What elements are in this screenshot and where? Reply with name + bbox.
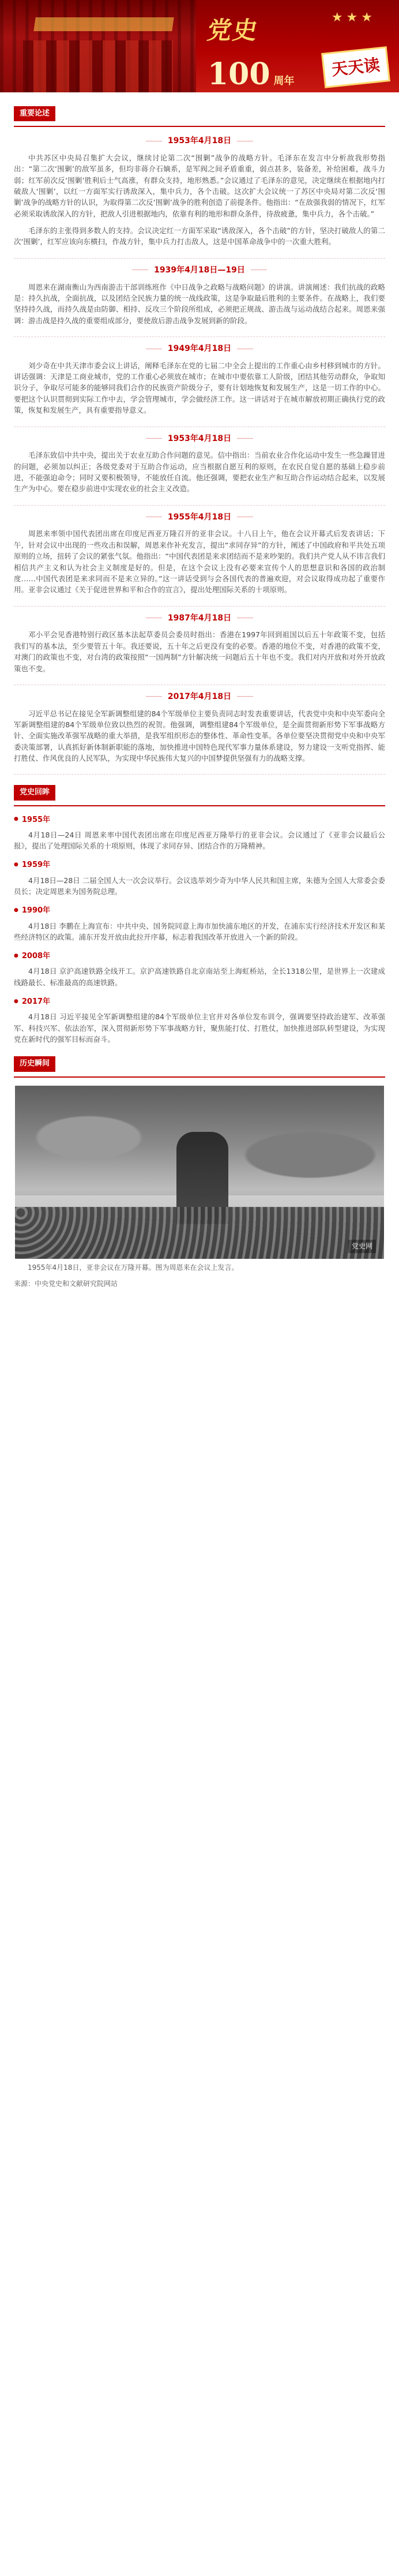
entry-paragraph: 习近平总书记在接见全军新调整组建的84个军级单位主要负责同志时发表重要讲话，代表党中央和中央军委向全军新调整组建的84个军级单位致以热烈的祝贺。他强调，调整组建84个军级单位，是全面贯彻新形势下军事战略方针、全面实施改革强军战略的重大举措，是我军组织形态的整体性、革命性变革。各单位要坚决贯彻党中央和中央军委决策部署，认真抓好新体制新职能的落地，加快推进中国特色现代军事力量体系建设，努力建设一支听党指挥、能打胜仗、作风优良的人民军队，为实现中华民族伟大复兴的中国梦提供坚强有力的战略支撑。	[14, 709, 385, 763]
article-content	[0, 92, 399, 1289]
entry	[14, 612, 385, 685]
history-year: ● 2008年	[14, 951, 385, 962]
anniversary-suffix: 周年	[273, 75, 295, 88]
history-year: ● 1959年	[14, 859, 385, 871]
entry-date: 1955年4月18日	[14, 511, 385, 524]
entry	[14, 135, 385, 259]
section-tag-images: 历史瞬间	[14, 1056, 55, 1071]
stars-decoration: ★★★	[331, 10, 376, 25]
entries-list	[14, 135, 385, 775]
entry	[14, 343, 385, 427]
entry-date: 1987年4月18日	[14, 612, 385, 625]
anniversary-title: 党史	[205, 16, 261, 44]
history-text: 4月18日—28日 二届全国人大一次会议举行。会议选举刘少奇为中华人民共和国主席，朱德为全国人大常委会委员长；决定周恩来为国务院总理。	[14, 876, 385, 896]
section-divider	[14, 126, 385, 127]
source-text: 来源：中央党史和文献研究院网站	[14, 1280, 118, 1288]
history-text: 4月18日 京沪高速铁路全线开工。京沪高速铁路自北京南站至上海虹桥站，全长1318公里，是世界上一次建成线路最长、标准最高的高速铁路。	[14, 967, 385, 987]
entry-date: 1949年4月18日	[14, 343, 385, 356]
entry-date: 1953年4月18日	[14, 433, 385, 446]
history-year: ● 2017年	[14, 996, 385, 1008]
historical-photo	[15, 1086, 384, 1259]
anniversary-number	[208, 51, 295, 92]
anniversary-num-value: 100	[208, 57, 270, 92]
history-year: ● 1955年	[14, 814, 385, 826]
entry-date: 1939年4月18日—19日	[14, 264, 385, 277]
section-tag-important: 重要论述	[14, 106, 55, 121]
header-banner	[0, 0, 399, 92]
entry-paragraph: 周恩来率领中国代表团出席在印度尼西亚万隆召开的亚非会议。十八日上午，他在会议开幕式后发表讲话；下午，针对会议中出现的一些攻击和误解，周恩来作补充发言，提出“求同存异”的方针，阐述了中国政府和平共处五项原则的立场，扭转了会议的紧张气氛。他指出：“中国代表团是来求团结而不是来吵架的。我们共产党人从不讳言我们相信共产主义和认为社会主义制度是好的。但是，在这个会议上没有必要来宣传个人的思想意识和各国的政治制度……中国代表团是来求同而不是来立异的。”这一讲话受到与会各国代表的普遍欢迎，对会议取得成功起了重要作用。亚非会议通过《关于促进世界和平和合作的宣言》，提出处理国际关系的十项原则。	[14, 529, 385, 595]
entry	[14, 691, 385, 775]
history-text: 4月18日 习近平接见全军新调整组建的84个军级单位主官并对各单位发布训令，强调要坚持政治建军、改革强军、科技兴军、依法治军，深入贯彻新形势下军事战略方针，聚焦能打仗、打胜仗，加快推进部队转型建设，为实现党在新时代的强军目标而奋斗。	[14, 1012, 385, 1044]
photo-crowd	[15, 1207, 384, 1259]
photo-caption: 1955年4月18日，亚非会议在万隆开幕。图为周恩来在会议上发言。	[28, 1263, 239, 1272]
history-text: 4月18日—24日 周恩来率中国代表团出席在印度尼西亚万隆举行的亚非会议。会议通过了《亚非会议最后公报》，提出了处理国际关系的十项原则，体现了求同存异、团结合作的万隆精神。	[14, 830, 385, 851]
entry-date: 1953年4月18日	[14, 135, 385, 148]
entry-paragraph: 刘少奇在中共天津市委会议上讲话，阐释毛泽东在党的七届二中全会上提出的工作重心由乡村移到城市的方针。讲话强调：天津是工商业城市，党的工作重心必须放在城市；在城市中要依靠工人阶级，团结其他劳动群众，争取知识分子，争取尽可能多的能够同我们合作的民族资产阶级分子，要有计划地恢复和发展生产，这是一切工作的中心。要把这个认识贯彻到实际工作中去，学会管理城市，学会做经济工作。这一讲话对于在城市解放初期正确执行党的政策，恢复和发展生产，具有重要指导意义。	[14, 361, 385, 415]
entry	[14, 511, 385, 607]
entry-paragraph: 毛泽东的主张得到多数人的支持。会议决定红一方面军采取“诱敌深入，各个击破”的方针，坚决打破敌人的第二次‘围剿’，红军应该向东横扫，作战方针，集中兵力打击敌人，这是中国革命战争中的一次重大胜利。	[14, 226, 385, 246]
entry-paragraph: 毛泽东致信中共中央，提出关于农业互助合作问题的意见。信中指出：当前农业合作化运动中发生一些急躁冒进的问题，必须加以纠正；各级党委对于互助合作运动，应当根据自愿互利的原则，在农民自觉自愿的基础上稳步前进，不能强迫命令；同时又要积极领导，不能放任自流。他还强调，要把农业生产和互助合作运动结合起来，以发展生产为中心。要在稳步前进中实现农业的社会主义改造。	[14, 451, 385, 493]
section-tag-history: 党史回眸	[14, 785, 55, 800]
history-year: ● 1990年	[14, 905, 385, 917]
history-list	[14, 814, 385, 1045]
section-divider	[14, 805, 385, 806]
section-divider	[14, 1076, 385, 1078]
gate-illustration	[0, 0, 196, 92]
entry-date: 2017年4月18日	[14, 691, 385, 704]
entry-paragraph: 邓小平会见香港特别行政区基本法起草委员会委员时指出：香港在1997年回到祖国以后五十年政策不变，包括我们写的基本法，至少要管五十年。我还要说，五十年之后更没有变的必要。香港的地位不变，对香港的政策不变，对澳门的政策也不变，对台湾的政策按照“一国两制”方针解决统一问题后五十年也不变。我们对内开放和对外开放政策也不变。	[14, 630, 385, 673]
entry-paragraph: 中共苏区中央局召集扩大会议，继续讨论第二次“围剿”战争的战略方针。毛泽东在发言中分析敌我形势指出：“第二次‘围剿’的敌军虽多，但均非蒋介石嫡系，是军阀之间矛盾重重，弱点甚多，装备差，补给困难，战斗力弱；红军前次反‘围剿’胜利后士气高涨，有群众支持，地形熟悉。”会议通过了毛泽东的意见，决定继续在根据地内打破敌人‘围剿’，以红一方面军实行诱敌深入，集中兵力，各个击破。这次扩大会议统一了苏区中央局对第二次反‘围剿’战争的战略方针的认识，为取得第二次反‘围剿’战争的胜利创造了前提条件。他指出：“在敌强我弱的情况下，红军必须采取诱敌深入的方针，把敌人引进根据地内，依靠有利的地形和群众条件，待敌疲惫，集中兵力，各个击破。”	[14, 153, 385, 218]
history-text: 4月18日 李鹏在上海宣布：中共中央、国务院同意上海市加快浦东地区的开发，在浦东实行经济技术开发区和某些经济特区的政策。浦东开发开放由此拉开序幕，标志着我国改革开放进入一个新的阶段。	[14, 921, 385, 941]
photo-watermark: 党史网	[348, 1240, 376, 1253]
entry-paragraph: 周恩来在湖南衡山为西南游击干部训练班作《中日战争之政略与战略问题》的讲演。讲演阐述：我们抗战的政略是：持久抗战，全面抗战，以及团结全民族力量的统一战线政策，这是争取最后胜利的主要条件。在战略上，我们要坚持持久战，而持久战是由防御、相持、反攻三个阶段所组成，必须把正规战、游击战与运动战结合起来。周恩来强调：游击战是持久战的重要组成部分，要使敌后游击战争发展到新的阶段。	[14, 282, 385, 325]
anniversary-logo	[205, 12, 295, 92]
entry	[14, 264, 385, 337]
daily-read-badge: 天天读	[321, 46, 390, 88]
roof-decoration	[33, 17, 174, 31]
entry	[14, 433, 385, 506]
